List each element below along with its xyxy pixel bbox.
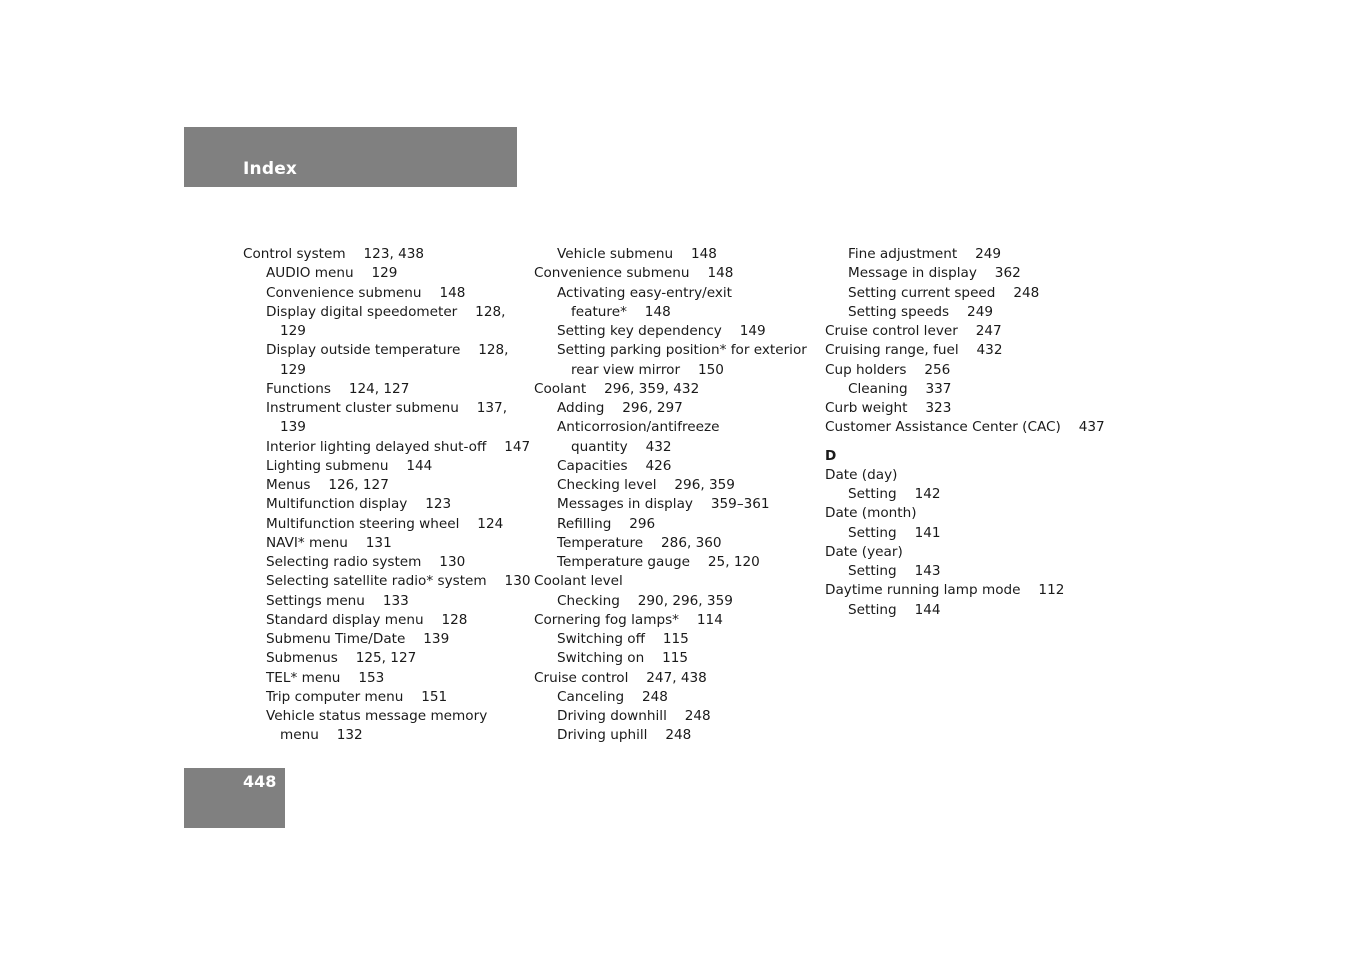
index-subentry: Multifunction steering wheel 124 — [266, 515, 504, 532]
index-column-1 — [243, 245, 531, 746]
index-subentry: Setting speeds 249 — [848, 303, 994, 320]
index-column-2 — [534, 245, 807, 746]
index-entry: Cruise control 247, 438 — [534, 669, 707, 686]
index-subentry: Multifunction display 123 — [266, 496, 452, 513]
index-subentry: Setting 141 — [848, 524, 941, 541]
index-subentry: Temperature gauge 25, 120 — [557, 554, 760, 570]
index-entry: Cruising range, fuel 432 — [825, 342, 1003, 359]
index-entry: Control system 123, 438 — [243, 246, 425, 262]
index-subentry: Switching off 115 — [557, 631, 689, 647]
index-subentry: rear view mirror 150 — [571, 361, 724, 378]
index-letter-heading: D — [825, 447, 837, 464]
index-subentry: NAVI* menu 131 — [266, 534, 392, 551]
index-subentry: Lighting submenu 144 — [266, 457, 433, 474]
index-subentry: Driving uphill 248 — [557, 727, 692, 744]
index-subentry: Selecting satellite radio* system 130 — [266, 573, 531, 590]
index-subentry: 139 — [280, 419, 306, 436]
index-subentry: 129 — [280, 361, 306, 378]
index-column-3 — [825, 245, 1105, 620]
index-entry: Coolant level — [534, 573, 623, 590]
index-entry: Customer Assistance Center (CAC) 437 — [825, 419, 1105, 436]
index-subentry: Setting 143 — [848, 563, 941, 579]
index-subentry: Checking level 296, 359 — [557, 477, 735, 493]
index-subentry: Adding 296, 297 — [557, 400, 683, 416]
index-subentry: Setting 142 — [848, 486, 941, 502]
page-number: 448 — [243, 772, 277, 791]
index-subentry: TEL* menu 153 — [266, 669, 385, 686]
index-subentry: Setting key dependency 149 — [557, 323, 766, 339]
index-subentry: Canceling 248 — [557, 688, 668, 705]
index-subentry: Fine adjustment 249 — [848, 246, 1002, 262]
index-entry: Curb weight 323 — [825, 400, 952, 416]
index-subentry: Vehicle submenu 148 — [557, 246, 717, 262]
index-subentry: Driving downhill 248 — [557, 708, 711, 724]
index-subentry: feature* 148 — [571, 303, 671, 320]
index-entry: Date (month) — [825, 505, 917, 522]
index-subentry: AUDIO menu 129 — [266, 265, 398, 282]
index-subentry: Trip computer menu 151 — [266, 688, 448, 705]
header-bar — [184, 127, 517, 187]
index-subentry: Selecting radio system 130 — [266, 554, 466, 570]
index-subentry: Setting 144 — [848, 601, 941, 618]
index-subentry: Temperature 286, 360 — [557, 534, 722, 551]
index-subentry: Setting parking position* for exterior — [557, 342, 807, 359]
index-subentry: Refilling 296 — [557, 515, 656, 532]
index-subentry: quantity 432 — [571, 438, 672, 455]
index-subentry: Standard display menu 128 — [266, 611, 468, 628]
index-subentry: Menus 126, 127 — [266, 477, 389, 493]
index-subentry: Capacities 426 — [557, 457, 672, 474]
index-entry: Date (year) — [825, 543, 903, 560]
index-entry: Cornering fog lamps* 114 — [534, 611, 723, 628]
index-subentry: Activating easy-entry/exit — [557, 284, 732, 301]
page-title: Index — [243, 159, 298, 179]
index-subentry: Checking 290, 296, 359 — [557, 592, 733, 609]
index-subentry: Submenu Time/Date 139 — [266, 631, 450, 647]
index-subentry: Messages in display 359–361 — [557, 496, 770, 513]
index-subentry: Display outside temperature 128, — [266, 342, 509, 359]
index-subentry: Anticorrosion/antifreeze — [557, 419, 720, 436]
index-subentry: Interior lighting delayed shut-off 147 — [266, 438, 531, 455]
index-entry: Daytime running lamp mode 112 — [825, 582, 1065, 599]
index-entry: Cruise control lever 247 — [825, 323, 1002, 339]
index-entry: Convenience submenu 148 — [534, 265, 734, 282]
index-subentry: Settings menu 133 — [266, 592, 409, 609]
page-number-box — [184, 768, 285, 828]
index-subentry: Instrument cluster submenu 137, — [266, 400, 508, 416]
index-subentry: Functions 124, 127 — [266, 380, 410, 397]
index-subentry: Convenience submenu 148 — [266, 284, 466, 301]
index-subentry: Cleaning 337 — [848, 380, 952, 397]
index-entry: Date (day) — [825, 466, 898, 483]
index-subentry: Switching on 115 — [557, 650, 689, 667]
index-subentry: Message in display 362 — [848, 265, 1021, 282]
index-subentry: 129 — [280, 323, 306, 339]
index-entry: Coolant 296, 359, 432 — [534, 380, 700, 397]
index-subentry: Display digital speedometer 128, — [266, 303, 506, 320]
index-subentry: Submenus 125, 127 — [266, 650, 417, 667]
index-entry: Cup holders 256 — [825, 361, 951, 378]
index-subentry: menu 132 — [280, 727, 363, 744]
index-subentry: Vehicle status message memory — [266, 708, 488, 724]
index-subentry: Setting current speed 248 — [848, 284, 1040, 301]
